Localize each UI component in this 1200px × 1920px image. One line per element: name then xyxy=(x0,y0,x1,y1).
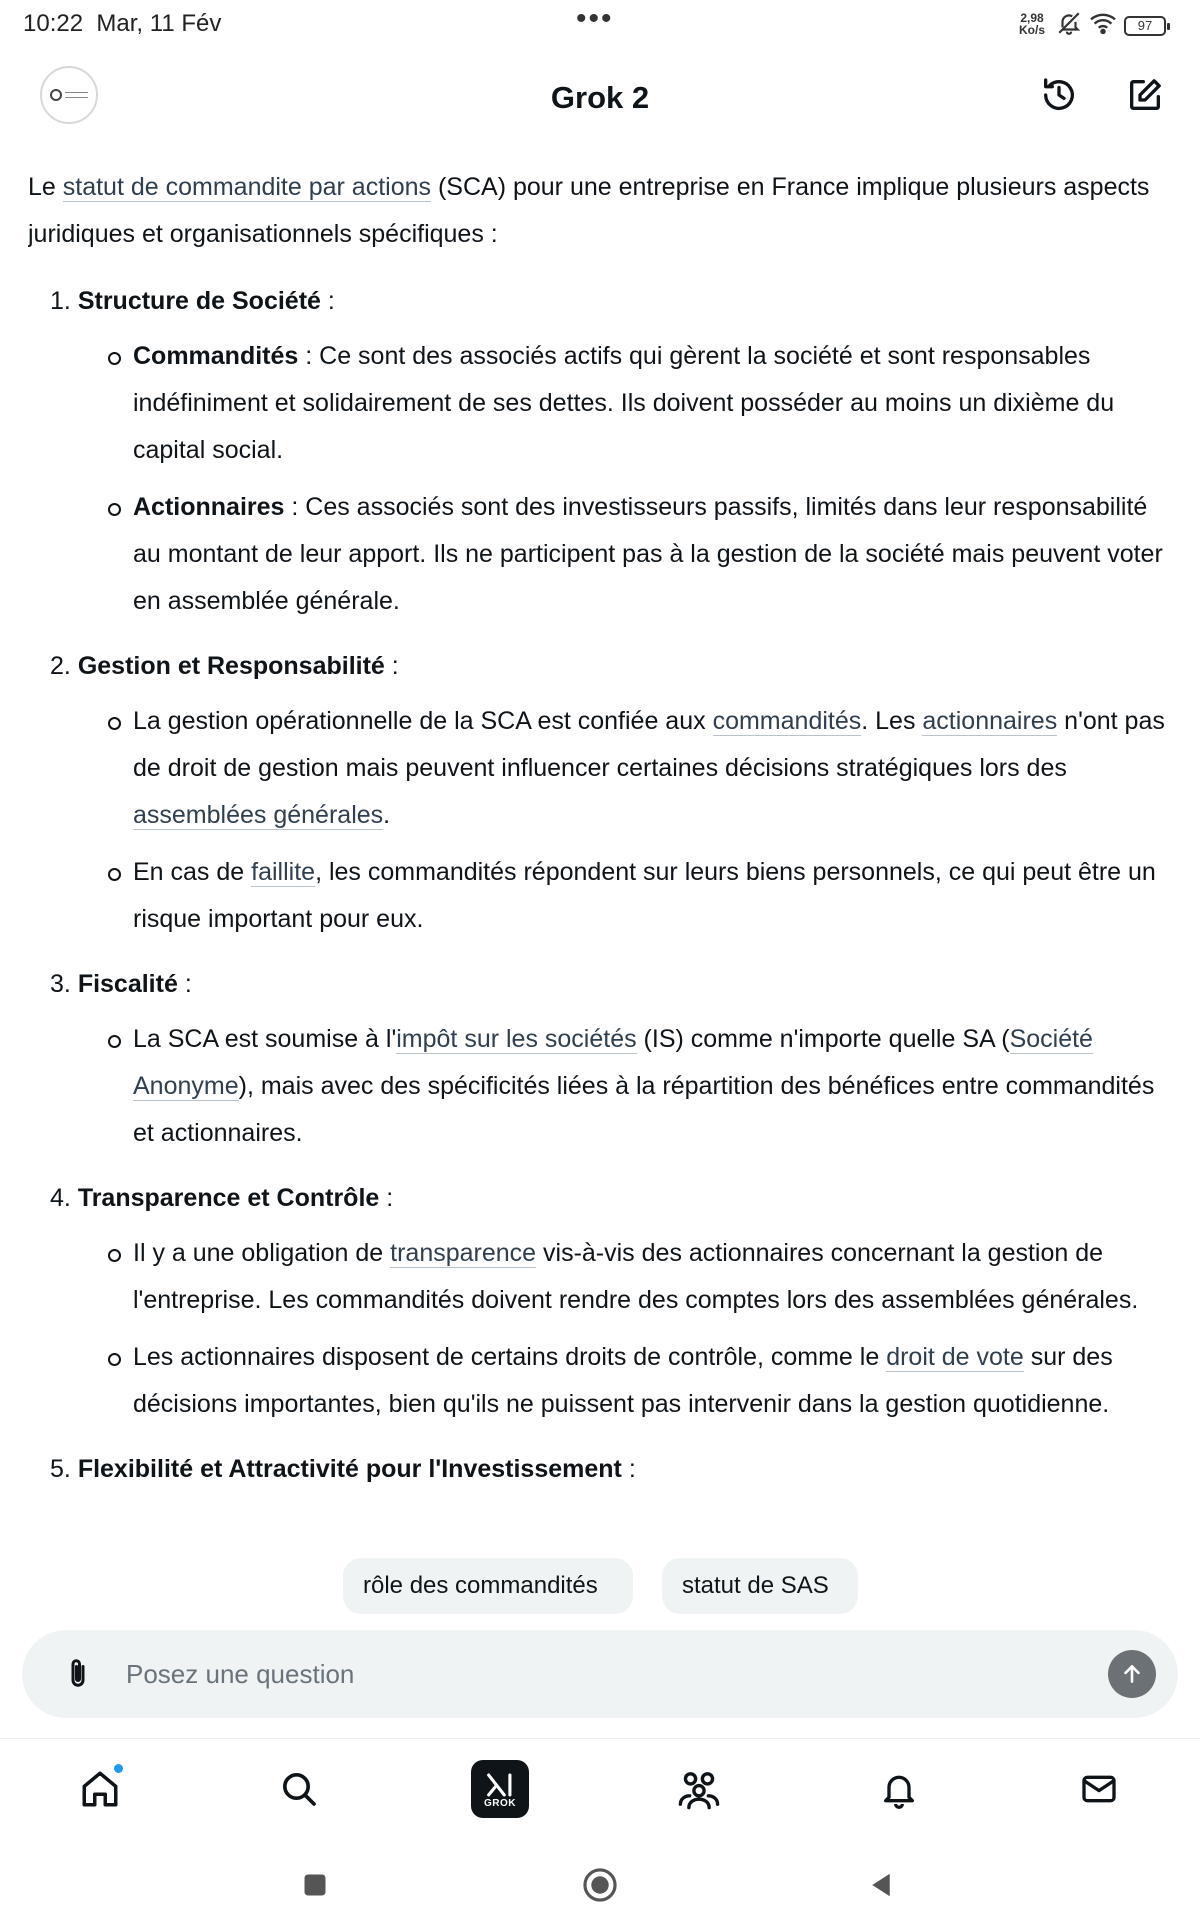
list-item: Il y a une obligation de transparence vis-à-vis des actionnaires concernant la gestion de l'entreprise. Les commandités doivent rendre des comptes lors des assemblées générales. xyxy=(28,1230,1176,1324)
section-transparence xyxy=(28,1175,1176,1428)
new-chat-button[interactable] xyxy=(1122,72,1168,118)
bell-off-icon xyxy=(1056,10,1082,41)
network-speed-value: 2,98 xyxy=(1020,11,1044,25)
status-bar xyxy=(0,0,1200,48)
suggestion-chip[interactable]: rôle des commandités xyxy=(343,1558,633,1614)
response-content xyxy=(28,164,1176,1619)
arrow-up-icon xyxy=(1119,1661,1145,1687)
section-heading: 2. Gestion et Responsabilité : xyxy=(50,652,399,680)
section-gestion xyxy=(28,643,1176,943)
nav-communities[interactable] xyxy=(669,1759,729,1819)
date: Mar, 11 Fév xyxy=(96,10,222,37)
network-speed xyxy=(1019,12,1045,36)
battery-icon: 97 xyxy=(1124,16,1166,36)
search-icon xyxy=(279,1769,319,1809)
nav-grok[interactable] xyxy=(470,1759,530,1819)
compose-icon xyxy=(1125,75,1165,115)
grok-icon xyxy=(471,1760,529,1818)
avatar-logo xyxy=(50,88,88,102)
communities-icon xyxy=(677,1768,721,1810)
history-button[interactable] xyxy=(1036,72,1082,118)
network-speed-unit: Ko/s xyxy=(1019,23,1046,37)
transparence-link[interactable]: transparence xyxy=(390,1239,537,1267)
recents-button[interactable] xyxy=(290,1860,340,1910)
list-item: La gestion opérationnelle de la SCA est confiée aux commandités. Les actionnaires n'ont pas de droit de gestion mais peuvent influencer certaines décisions stratégiques lors des assemblées générales. xyxy=(28,698,1176,839)
list-item: Commandités : Ce sont des associés actifs qui gèrent la société et sont responsables indéfiniment et solidairement de ses dettes. Ils doivent posséder au moins un dixième du capital social. xyxy=(28,333,1176,474)
page-title: Grok 2 xyxy=(550,80,650,115)
actionnaires-link[interactable]: actionnaires xyxy=(922,707,1058,735)
section-structure xyxy=(28,278,1176,625)
back-button[interactable] xyxy=(856,1860,906,1910)
section-heading: 1. Structure de Société : xyxy=(50,287,335,315)
avatar[interactable] xyxy=(40,66,98,124)
status-time xyxy=(23,10,221,38)
nav-home[interactable] xyxy=(70,1759,130,1819)
section-fiscalite xyxy=(28,961,1176,1157)
bell-icon xyxy=(879,1768,919,1810)
bottom-nav xyxy=(0,1738,1200,1838)
question-input[interactable] xyxy=(126,1648,1086,1700)
societe-anonyme-link[interactable]: Société Anonyme xyxy=(133,1025,1093,1100)
droit-de-vote-link[interactable]: droit de vote xyxy=(886,1343,1024,1371)
suggestion-chip[interactable]: statut de SAS xyxy=(662,1558,858,1614)
wifi-icon xyxy=(1088,11,1118,40)
list-item: Les actionnaires disposent de certains droits de contrôle, comme le droit de vote sur des décisions importantes, bien qu'ils ne puissent pas intervenir dans la gestion quotidienne. xyxy=(28,1334,1176,1428)
list-item: Actionnaires : Ces associés sont des investisseurs passifs, limités dans leur responsabilité au montant de leur apport. Ils ne participent pas à la gestion de la société mais peuvent voter en assemblée générale. xyxy=(28,484,1176,625)
section-flexibilite xyxy=(28,1446,1176,1493)
assemblees-link[interactable]: assemblées générales xyxy=(133,801,384,829)
intro-paragraph: Le statut de commandite par actions (SCA) pour une entreprise en France implique plusieurs aspects juridiques et organisationnels spécifiques : xyxy=(28,173,1150,248)
paperclip-icon xyxy=(63,1656,93,1692)
faillite-link[interactable]: faillite xyxy=(251,858,316,886)
header xyxy=(0,60,1200,140)
section-heading: 4. Transparence et Contrôle : xyxy=(50,1184,394,1212)
home-icon xyxy=(79,1768,121,1810)
home-system-button[interactable] xyxy=(575,1860,625,1910)
impot-link[interactable]: impôt sur les sociétés xyxy=(396,1025,637,1053)
status-icons xyxy=(1056,10,1166,41)
back-triangle-icon xyxy=(866,1870,896,1900)
commandites-link[interactable]: commandités xyxy=(712,707,862,735)
nav-search[interactable] xyxy=(269,1759,329,1819)
grok-label: GROK xyxy=(484,1797,516,1809)
mail-icon xyxy=(1079,1769,1119,1809)
nav-notifications[interactable] xyxy=(869,1759,929,1819)
attach-button[interactable] xyxy=(58,1652,98,1696)
list-item: La SCA est soumise à l'impôt sur les sociétés (IS) comme n'importe quelle SA (Société Anonyme), mais avec des spécificités liées à la répartition des bénéfices entre commandités et actionnaires. xyxy=(28,1016,1176,1157)
nav-messages[interactable] xyxy=(1069,1759,1129,1819)
section-heading: 5. Flexibilité et Attractivité pour l'Investissement : xyxy=(50,1455,636,1483)
square-icon xyxy=(301,1871,329,1899)
section-heading: 3. Fiscalité : xyxy=(50,970,192,998)
question-bar xyxy=(22,1630,1178,1718)
history-icon xyxy=(1039,75,1079,115)
send-button[interactable] xyxy=(1108,1650,1156,1698)
topic-link[interactable]: statut de commandite par actions xyxy=(62,173,432,201)
circle-icon xyxy=(581,1866,619,1904)
notification-dot xyxy=(113,1763,124,1774)
section-list xyxy=(28,278,1176,1493)
list-item: En cas de faillite, les commandités répondent sur leurs biens personnels, ce qui peut être un risque important pour eux. xyxy=(28,849,1176,943)
more-dots-icon: ••• xyxy=(576,2,614,35)
system-nav xyxy=(0,1850,1200,1920)
clock: 10:22 xyxy=(23,10,84,37)
